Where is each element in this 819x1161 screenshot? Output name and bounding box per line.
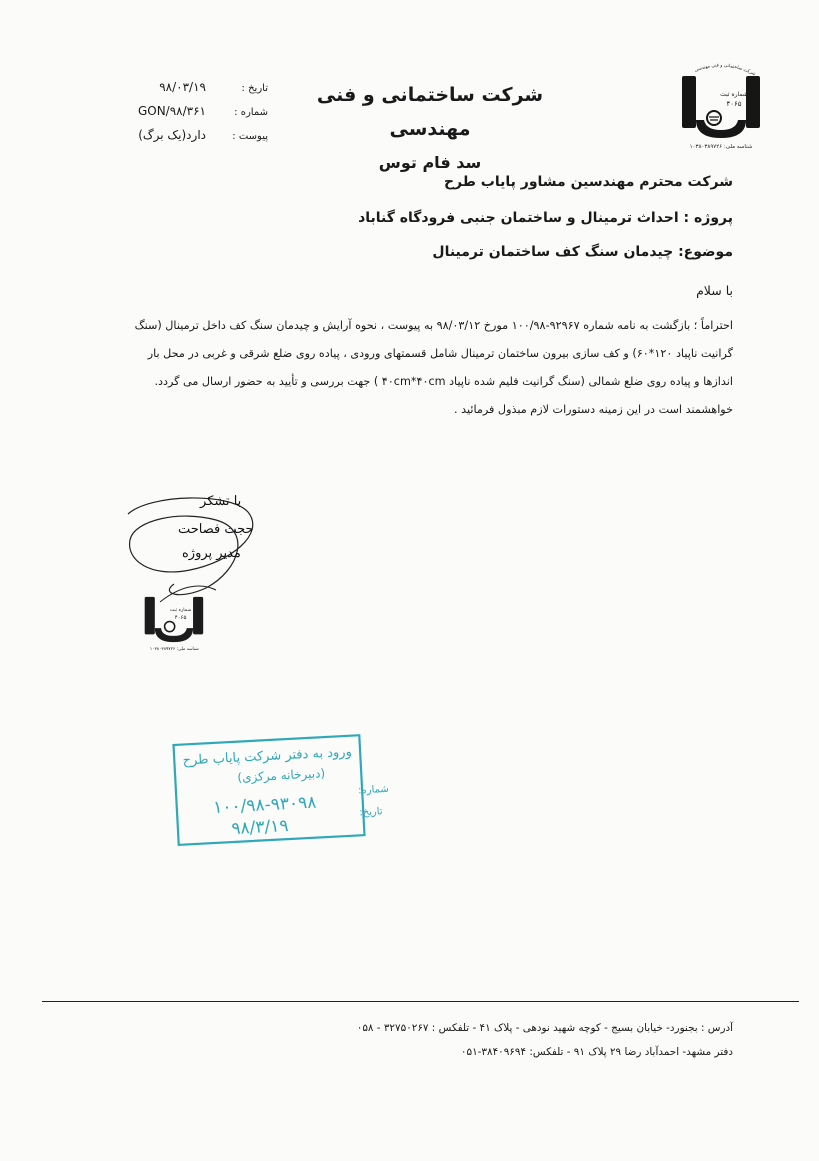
meta-date-label: تاریخ : <box>241 83 268 94</box>
signature-scribble <box>120 490 280 670</box>
letter-project: پروژه : احداث ترمینال و ساختمان جنبی فرودگاه گناباد <box>358 210 733 226</box>
body-line-2: گرانیت ناپیاد ۱۲۰*۶۰) و کف سازی بیرون ساختمان ترمینال شامل قسمتهای ورودی ، پیاده روی ضلع شرقی و غربی در محل بار <box>147 347 733 360</box>
logo-reg-number: ۴۰۶۵ <box>726 100 742 108</box>
body-line-3: اندازها و پیاده روی ضلع شمالی (سنگ گرانیت فلیم شده ناپیاد ۴۰cm*۴۰cm ) جهت بررسی و تأیید به حضور ارسال می گردد. <box>154 375 733 388</box>
company-name-line2: سد فام توس <box>378 153 482 172</box>
body-line-1: احتراماً ؛ بازگشت به نامه شماره ۹۲۹۶۷-۱۰۰/۹۸ مورخ ۹۸/۰۳/۱۲ به پیوست ، نحوه آرایش و چیدمان سنگ کف داخل ترمینال (سنگ <box>134 319 733 332</box>
logo-arc <box>696 120 746 138</box>
logo-emblem <box>707 111 721 125</box>
letter-meta <box>88 76 268 148</box>
footer-divider <box>42 1001 799 1002</box>
meta-date-row <box>88 76 268 100</box>
meta-number-label: شماره : <box>234 107 268 118</box>
meta-number-value: GON/۹۸/۳۶۱ <box>137 104 206 118</box>
logo-reg-label: شماره ثبت <box>720 91 748 98</box>
seal-reg-number: ۴۰۶۵ <box>174 614 187 621</box>
seal-right-bar <box>193 597 203 634</box>
body-line-4: خواهشمند است در این زمینه دستورات لازم مبذول فرمائید . <box>453 403 733 416</box>
footer-address: آدرس : بجنورد- خیابان بسیج - کوچه شهید نودهی - پلاک ۴۱ - تلفکس : ۳۲۷۵۰۲۶۷ - ۰۵۸ <box>356 1022 733 1034</box>
meta-attachment-value: دارد(یک برگ) <box>138 128 206 142</box>
meta-date-value: ۹۸/۰۳/۱۹ <box>159 80 206 94</box>
letter-greeting: با سلام <box>696 283 733 298</box>
signature-name: حجت فصاحت <box>178 522 254 537</box>
seal-emblem <box>165 621 175 631</box>
stamp-line2: (دبیرخانه مرکزی) <box>237 766 326 785</box>
company-name-line1: شرکت ساختمانی و فنی مهندسی <box>316 84 544 140</box>
signature-seal <box>145 597 204 652</box>
letter-footer <box>357 1016 733 1064</box>
letter-recipient: شرکت محترم مهندسین مشاور پایاب طرح <box>443 174 733 190</box>
seal-reg-label: شماره ثبت <box>169 607 192 613</box>
letter-body <box>104 312 733 424</box>
receipt-stamp <box>172 734 390 846</box>
signature-title: مدیر پروژه <box>182 546 241 561</box>
logo-right-bar <box>746 76 760 128</box>
logo-left-bar <box>682 76 696 128</box>
stamp-number-value: ۱۰۰/۹۸-۹۳۰۹۸ <box>212 792 317 818</box>
stamp-date-label: تاریخ: <box>359 806 383 819</box>
meta-attachment-row <box>88 124 268 148</box>
footer-mashhad-office: دفتر مشهد- احمدآباد رضا ۲۹ پلاک ۹۱ - تلفکس: ۳۸۴۰۹۶۹۴-۰۵۱ <box>460 1046 733 1058</box>
logo-top-text: شرکت ساختمانی و فنی مهندسی <box>693 63 757 78</box>
seal-left-bar <box>145 597 155 634</box>
stamp-date-value: ۹۸/۳/۱۹ <box>230 816 289 840</box>
seal-national-id: شناسه ملی: ۱۰۳۸۰۳۸۹۷۲۶ <box>149 646 199 652</box>
signature-closing: با تشکر <box>200 494 242 509</box>
meta-attachment-label: پیوست : <box>232 131 268 142</box>
company-name <box>300 78 560 180</box>
logo-national-id: شناسه ملی: ۱۰۳۸۰۳۸۹۷۲۶ <box>689 144 753 150</box>
logo-emblem-waves <box>709 117 719 120</box>
stamp-number-label: شماره: <box>357 783 390 797</box>
company-logo-icon <box>676 62 766 152</box>
letter-subject: موضوع: چیدمان سنگ کف ساختمان ترمینال <box>432 244 733 260</box>
stamp-line1: ورود به دفتر شرکت پایاب طرح <box>182 744 353 769</box>
meta-number-row <box>88 100 268 124</box>
signature-block <box>120 490 280 670</box>
